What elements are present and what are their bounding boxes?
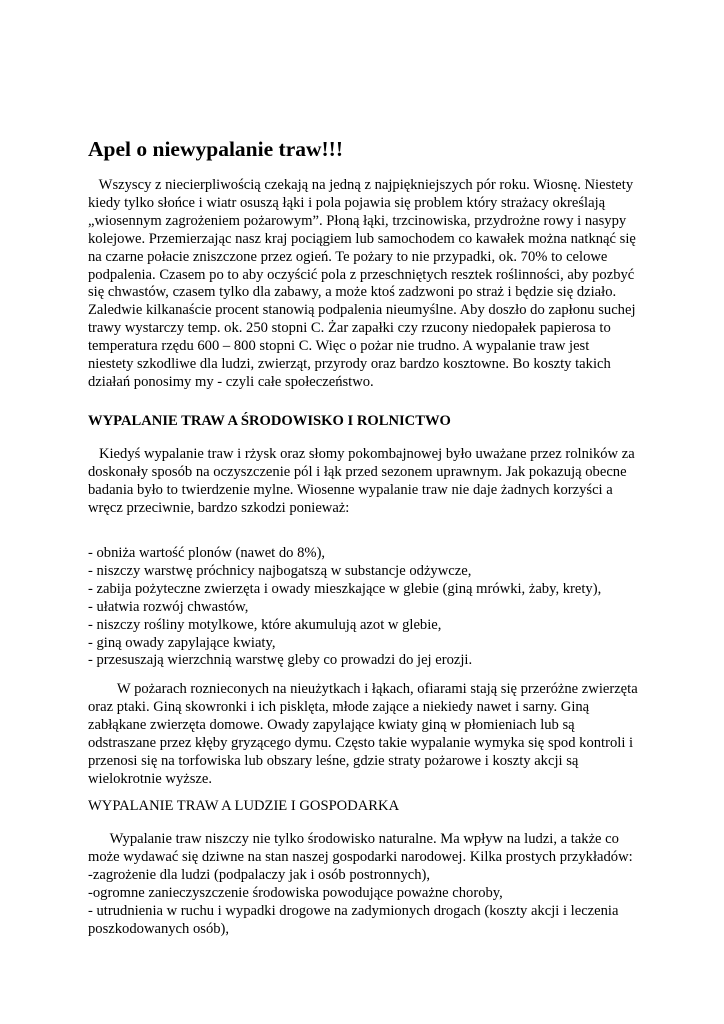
paragraph-line: trawy wystarczy temp. ok. 250 stopni C. Żar zapałki czy rzucony niedopałek papierosa to (88, 320, 611, 337)
list-item: - niszczy warstwę próchnicy najbogatszą w substancje odżywcze, (88, 562, 472, 579)
harm-list (88, 545, 648, 670)
paragraph-line: Kiedyś wypalanie traw i rżysk oraz słomy pokombajnowej było uważane przez rolników za (88, 446, 635, 462)
paragraph-line: „wiosennym zagrożeniem pożarowym”. Płoną łąki, trzcinowiska, przydrożne rowy i nasypy (88, 212, 627, 229)
list-item: - giną owady zapylające kwiaty, (88, 634, 276, 651)
paragraph-line: na czarne połacie zniszczone przez ogień. Te pożary to nie przypadki, ok. 70% to celowe (88, 248, 608, 265)
paragraph-line: Wszyscy z niecierpliwością czekają na jedną z najpiękniejszych pór roku. Wiosnę. Niestety (88, 177, 634, 193)
paragraph-line: poszkodowanych osób), (88, 920, 230, 937)
list-item: - niszczy rośliny motylkowe, które akumulują azot w glebie, (88, 616, 442, 633)
paragraph-line: działań ponosimy my - czyli całe społeczeństwo. (88, 373, 374, 390)
paragraph-line: niestety szkodliwe dla ludzi, zwierząt, przyrody oraz bardzo kosztowne. Bo koszty takich (88, 356, 611, 373)
paragraph-line: -zagrożenie dla ludzi (podpalaczy jak i osób postronnych), (88, 866, 431, 883)
paragraph-line: przenosi się na torfowiska lub obszary leśne, gdzie straty pożarowe i koszty akcji są (88, 752, 579, 769)
paragraph-line: oraz ptaki. Giną skowronki i ich pisklęta, młode zające a niekiedy nawet i sarny. Giną (88, 698, 590, 715)
paragraph-line: temperatura rzędu 600 – 800 stopni C. Więc o pożar nie trudno. A wypalanie traw jest (88, 338, 590, 355)
section-heading-people: WYPALANIE TRAW A LUDZIE I GOSPODARKA (88, 798, 400, 814)
intro-paragraph (88, 177, 648, 392)
paragraph-line: badania było to twierdzenie mylne. Wiosenne wypalanie traw nie daje żadnych korzyści a (88, 481, 613, 498)
paragraph-line: - utrudnienia w ruchu i wypadki drogowe na zadymionych drogach (koszty akcji i leczenia (88, 902, 619, 919)
section2-paragraph (88, 831, 648, 938)
list-item: - obniża wartość plonów (nawet do 8%), (88, 545, 326, 561)
paragraph-line: wielokrotnie wyższe. (88, 770, 213, 787)
section1-paragraph (88, 446, 648, 518)
paragraph-line: kiedy tylko słońce i wiatr osuszą łąki i pola pojawia się problem który strażacy określają (88, 194, 606, 211)
section-heading-environment: WYPALANIE TRAW A ŚRODOWISKO I ROLNICTWO (88, 413, 451, 429)
paragraph-line: wręcz przeciwnie, bardzo szkodzi ponieważ: (88, 499, 350, 516)
list-item: - zabija pożyteczne zwierzęta i owady mieszkające w glebie (giną mrówki, żaby, krety), (88, 580, 602, 597)
paragraph-line: zabłąkane zwierzęta domowe. Owady zapylające kwiaty giną w płomieniach lub są (88, 716, 575, 733)
paragraph-line: kolejowe. Przemierzając nasz kraj pociągiem lub samochodem co kawałek można natknąć się (88, 230, 636, 247)
paragraph-line: odstraszane przez kłęby gryzącego dymu. Często takie wypalanie wymyka się spod kontroli i (88, 734, 634, 751)
paragraph-line: Zaledwie kilkanaście procent stanowią podpalenia nieumyślne. Aby doszło do zapłonu suchej (88, 302, 636, 319)
paragraph-line: podpalenia. Czasem po to aby oczyścić pola z przeschniętych resztek roślinności, aby pozbyć (88, 266, 635, 283)
paragraph-line: może wydawać się dziwne na stan naszej gospodarki narodowej. Kilka prostych przykładów: (88, 848, 633, 865)
paragraph-line: Wypalanie traw niszczy nie tylko środowisko naturalne. Ma wpływ na ludzi, a także co (88, 831, 619, 847)
document-title: Apel o niewypalanie traw!!! (88, 137, 343, 161)
paragraph-line: W pożarach roznieconych na nieużytkach i łąkach, ofiarami stają się przeróżne zwierzęta (88, 681, 638, 697)
paragraph-line: -ogromne zanieczyszczenie środowiska powodujące poważne choroby, (88, 884, 503, 901)
paragraph-line: się chwastów, czasem tylko dla zabawy, a może ktoś zadzwoni po straż i będzie się działo. (88, 284, 617, 301)
wildlife-paragraph (88, 681, 648, 788)
list-item: - ułatwia rozwój chwastów, (88, 598, 249, 615)
list-item: - przesuszają wierzchnią warstwę gleby co prowadzi do jej erozji. (88, 652, 473, 669)
paragraph-line: doskonały sposób na oczyszczenie pól i łąk przed sezonem uprawnym. Jak pokazują obecne (88, 463, 627, 480)
